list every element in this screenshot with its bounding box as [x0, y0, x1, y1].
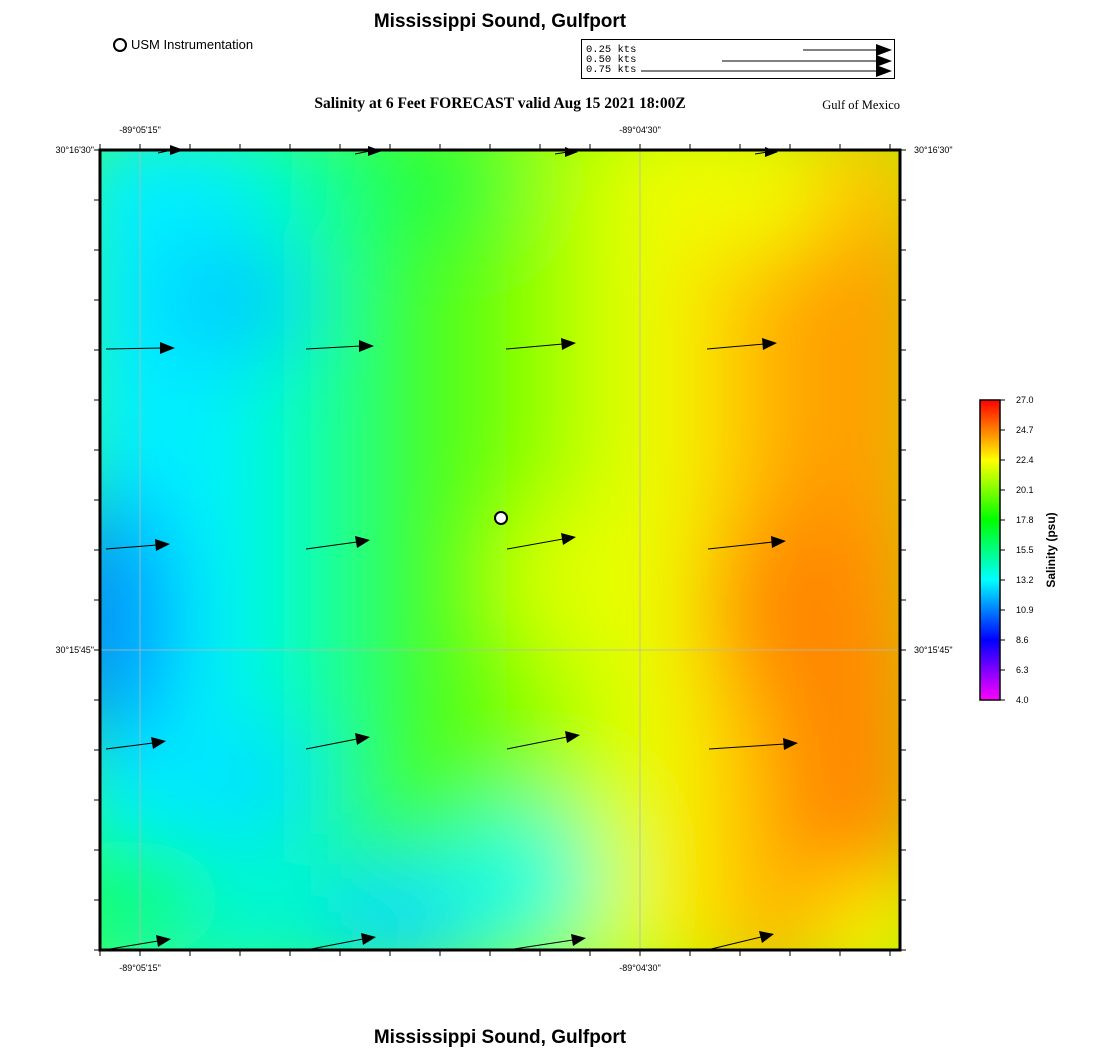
region-label: Gulf of Mexico: [822, 98, 900, 112]
colorbar-tick-label: 10.9: [1016, 605, 1034, 615]
colorbar-tick-label: 20.1: [1016, 485, 1034, 495]
colorbar-tick-label: 22.4: [1016, 455, 1034, 465]
station-legend-label: USM Instrumentation: [131, 37, 254, 52]
colorbar: [980, 400, 1000, 700]
vector-scale-label: 0.25 kts: [586, 44, 637, 56]
colorbar-tick-label: 15.5: [1016, 545, 1034, 555]
lon-label-top: -89°05'15": [119, 125, 161, 135]
colorbar-tick-label: 17.8: [1016, 515, 1034, 525]
lon-label-bottom: -89°04'30": [619, 963, 661, 973]
vector-scale-label: 0.50 kts: [586, 54, 637, 66]
lon-label-top: -89°04'30": [619, 125, 661, 135]
lat-label-left: 30°15'45": [55, 645, 94, 655]
lat-label-right: 30°15'45": [914, 645, 953, 655]
colorbar-tick-label: 27.0: [1016, 395, 1034, 405]
usm-station-marker-icon[interactable]: [495, 512, 507, 524]
colorbar-tick-label: 4.0: [1016, 695, 1029, 705]
vector-scale-label: 0.75 kts: [586, 64, 637, 76]
lat-label-left: 30°16'30": [55, 145, 94, 155]
colorbar-tick-label: 13.2: [1016, 575, 1034, 585]
colorbar-tick-label: 6.3: [1016, 665, 1029, 675]
lat-label-right: 30°16'30": [914, 145, 953, 155]
colorbar-ticks: [1000, 395, 1034, 705]
colorbar-tick-label: 8.6: [1016, 635, 1029, 645]
lon-label-bottom: -89°05'15": [119, 963, 161, 973]
map-title: Mississippi Sound, Gulfport: [373, 11, 627, 32]
colorbar-tick-label: 24.7: [1016, 425, 1034, 435]
colorbar-title: Salinity (psu): [1044, 512, 1058, 588]
forecast-subtitle: Salinity at 6 Feet FORECAST valid Aug 15 2021 18:00Z: [314, 95, 686, 112]
map-footer-title: Mississippi Sound, Gulfport: [373, 1027, 627, 1048]
salinity-field: [10, 110, 940, 990]
